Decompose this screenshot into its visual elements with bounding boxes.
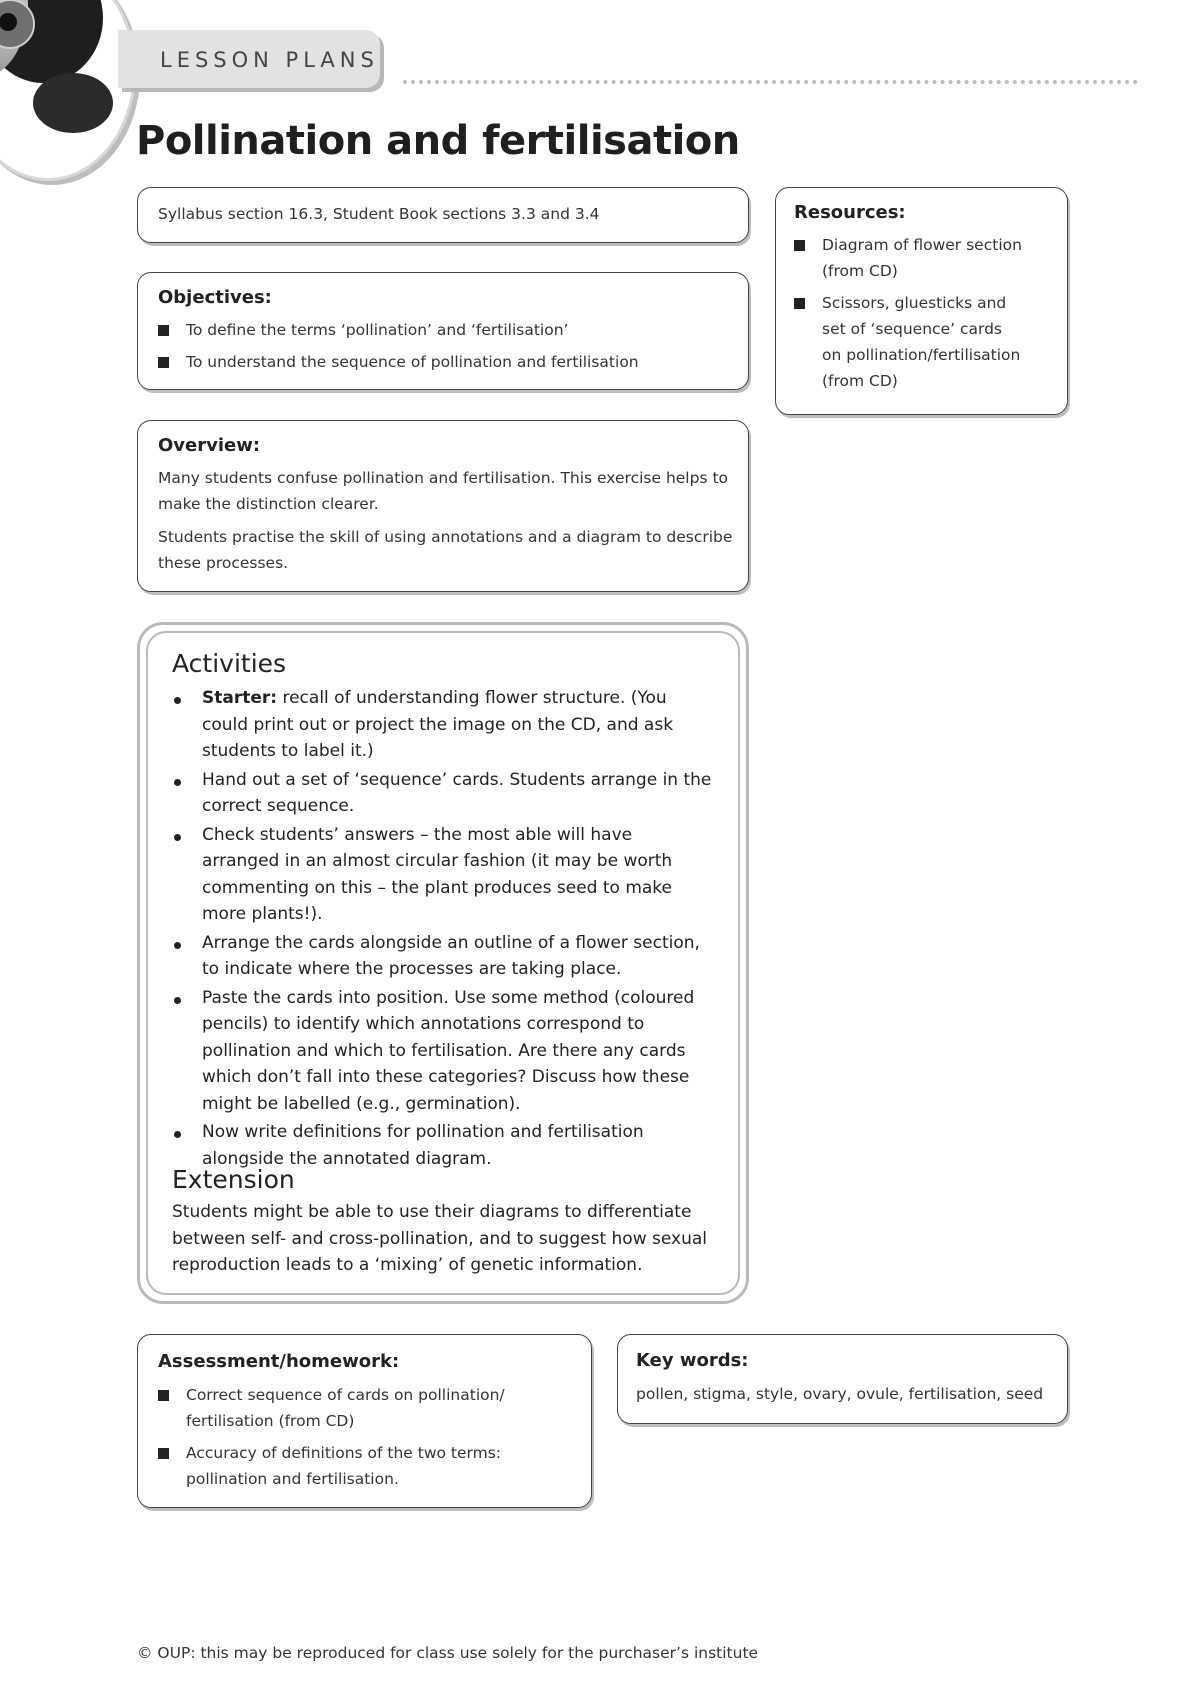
overview-box [137,420,749,592]
activity-item: Check students’ answers – the most able will have arranged in an almost circular fashion (it may be worth commenting on this – the plant produces seed to make more plants!). [172,822,712,928]
objective-item: To understand the sequence of pollination and fertilisation [158,349,728,375]
assessment-item: Accuracy of definitions of the two terms: pollination and fertilisation. [158,1440,518,1492]
objectives-list [158,317,728,381]
overview-paragraph: Students practise the skill of using annotations and a diagram to describe these processes. [158,528,733,572]
keywords-text: pollen, stigma, style, ovary, ovule, fertilisation, seed [636,1385,1044,1403]
resources-box [775,187,1068,415]
extension-heading: Extension [172,1165,295,1194]
assessment-item: Correct sequence of cards on pollination/ fertilisation (from CD) [158,1382,518,1434]
keywords-box [617,1334,1068,1424]
activity-item: Now write definitions for pollination and fertilisation alongside the annotated diagram. [172,1119,712,1172]
assessment-heading: Assessment/homework: [158,1351,400,1372]
keywords-heading: Key words: [636,1350,749,1371]
resource-item: Scissors, gluesticks and set of ‘sequence’ cards on pollination/fertilisation (from CD) [794,290,1024,394]
objective-item: To define the terms ‘pollination’ and ‘fertilisation’ [158,317,728,343]
resource-item: Diagram of flower section (from CD) [794,232,1024,284]
syllabus-box [137,187,749,243]
activity-item: Paste the cards into position. Use some method (coloured pencils) to identify which annotations correspond to pollination and which to fertilisation. Are there any cards which don’t fall into these categories? Discuss how these might be labelled (e.g., germination). [172,985,712,1118]
extension-text: Students might be able to use their diagrams to differentiate between self- and cross-pollination, and to suggest how sexual reproduction leads to a ‘mixing’ of genetic information. [172,1202,708,1275]
resources-heading: Resources: [794,202,906,223]
starter-text: recall of understanding flower structure. (You could print out or project the image on the CD, and ask students to label it.) [202,688,674,761]
activities-box [146,631,740,1295]
objectives-box [137,272,749,390]
section-label: LESSON PLANS [160,48,379,72]
copyright-footer: © OUP: this may be reproduced for class use solely for the purchaser’s institute [137,1644,759,1662]
activities-heading: Activities [172,649,287,678]
assessment-list [158,1382,518,1498]
activities-list [172,685,712,1174]
objectives-heading: Objectives: [158,287,272,308]
activity-item: Arrange the cards alongside an outline of a flower section, to indicate where the processes are taking place. [172,930,712,983]
resources-list [794,232,1024,400]
dotted-divider [403,80,1138,84]
overview-paragraph: Many students confuse pollination and fertilisation. This exercise helps to make the distinction clearer. [158,469,729,513]
overview-heading: Overview: [158,435,261,456]
activity-item: Hand out a set of ‘sequence’ cards. Students arrange in the correct sequence. [172,767,712,820]
starter-label: Starter: [202,688,278,708]
assessment-box [137,1334,592,1508]
syllabus-text: Syllabus section 16.3, Student Book sections 3.3 and 3.4 [158,205,600,223]
activity-item [172,685,712,765]
toucan-image [0,0,136,181]
page-title: Pollination and fertilisation [136,118,740,164]
